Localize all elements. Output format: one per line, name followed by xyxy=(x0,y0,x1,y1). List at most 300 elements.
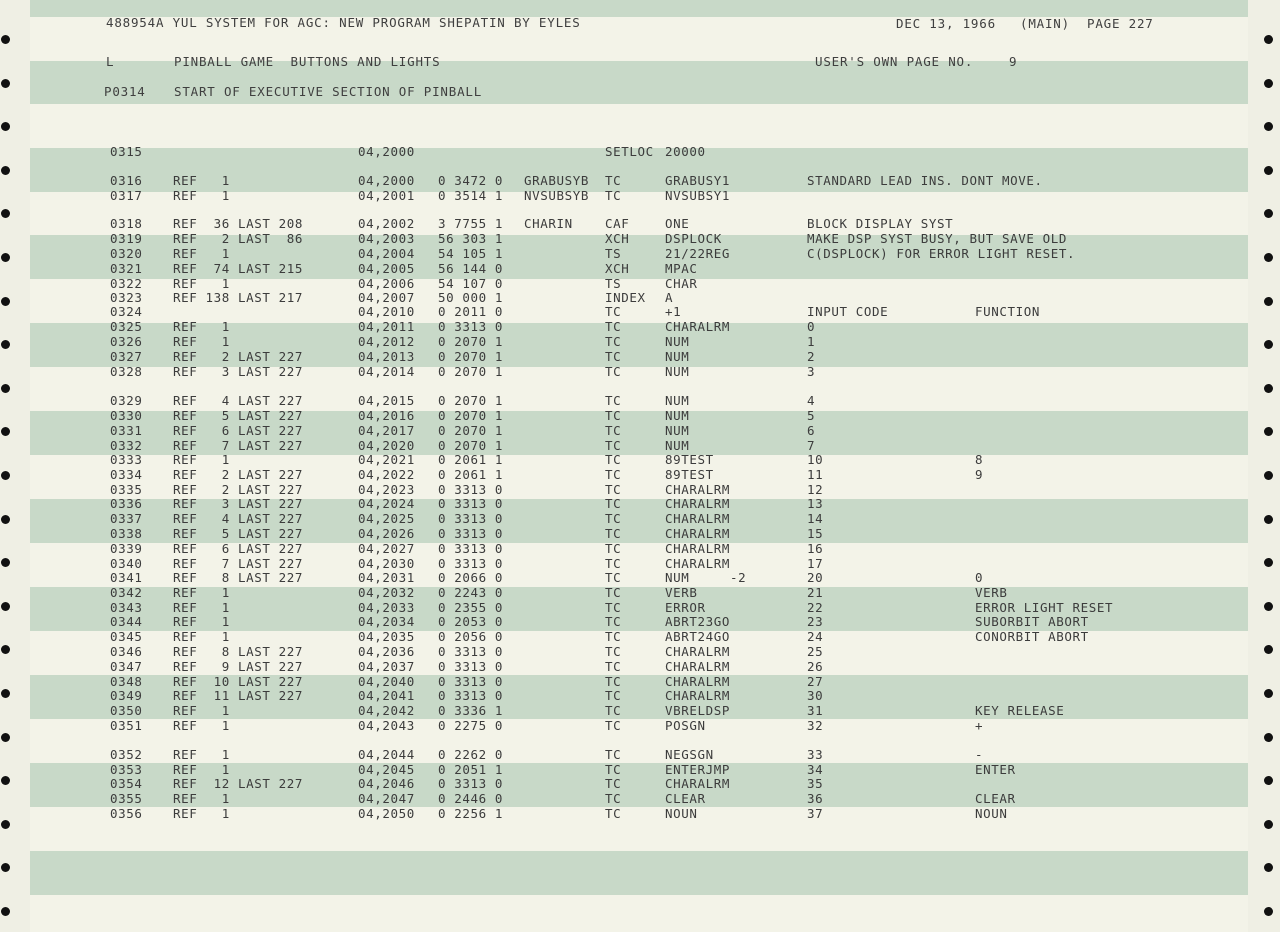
octal-code: 0 2070 1 xyxy=(438,349,504,364)
ref-field: REF 8 LAST 227 xyxy=(173,644,304,659)
address: 04,2004 xyxy=(358,246,415,261)
sprocket-hole xyxy=(1,907,10,916)
comment: 13 xyxy=(807,496,824,511)
ref-field: REF 1 xyxy=(173,614,230,629)
listing-line xyxy=(0,496,1280,511)
address: 04,2000 xyxy=(358,173,415,188)
users-page-label: USER'S OWN PAGE NO. xyxy=(815,54,974,69)
comment: 35 xyxy=(807,776,824,791)
octal-code: 0 3336 1 xyxy=(438,703,504,718)
octal-code: 0 2061 1 xyxy=(438,467,504,482)
comment: 0 xyxy=(807,319,816,334)
operand: CHARALRM xyxy=(665,319,731,334)
address: 04,2012 xyxy=(358,334,415,349)
comment: 24 xyxy=(807,629,824,644)
listing-line xyxy=(0,276,1280,291)
sprocket-hole xyxy=(1,820,10,829)
octal-code: 56 303 1 xyxy=(438,231,504,246)
line-number: 0318 xyxy=(110,216,143,231)
sprocket-hole xyxy=(1264,733,1273,742)
listing-line xyxy=(0,600,1280,615)
ref-field: REF 2 LAST 227 xyxy=(173,349,304,364)
operand: +1 xyxy=(665,304,682,319)
operand: MPAC xyxy=(665,261,698,276)
sprocket-hole xyxy=(1,122,10,131)
octal-code: 0 3313 0 xyxy=(438,659,504,674)
line-number: 0331 xyxy=(110,423,143,438)
line-number: 0340 xyxy=(110,556,143,571)
listing-line xyxy=(0,806,1280,821)
ref-field: REF 74 LAST 215 xyxy=(173,261,304,276)
address: 04,2033 xyxy=(358,600,415,615)
listing-line xyxy=(0,364,1280,379)
section-letter: L xyxy=(106,54,115,69)
ref-field: REF 1 xyxy=(173,173,230,188)
address: 04,2025 xyxy=(358,511,415,526)
octal-code: 0 3313 0 xyxy=(438,511,504,526)
address: 04,2001 xyxy=(358,188,415,203)
comment: 3 xyxy=(807,364,816,379)
opcode: TC xyxy=(605,393,622,408)
ref-field: REF 1 xyxy=(173,762,230,777)
operand: NUM xyxy=(665,334,690,349)
listing-line xyxy=(0,408,1280,423)
label-field: NVSUBSYB xyxy=(524,188,590,203)
address: 04,2006 xyxy=(358,276,415,291)
comment: 5 xyxy=(807,408,816,423)
function-field: CONORBIT ABORT xyxy=(975,629,1089,644)
line-number: 0322 xyxy=(110,276,143,291)
listing-line xyxy=(0,570,1280,585)
function-field: 0 xyxy=(975,570,984,585)
operand: VERB xyxy=(665,585,698,600)
listing-line xyxy=(0,688,1280,703)
octal-code: 0 3313 0 xyxy=(438,674,504,689)
address: 04,2013 xyxy=(358,349,415,364)
ref-field: REF 1 xyxy=(173,600,230,615)
opcode: TC xyxy=(605,334,622,349)
sprocket-hole xyxy=(1,35,10,44)
octal-code: 0 3313 0 xyxy=(438,496,504,511)
comment: STANDARD LEAD INS. DONT MOVE. xyxy=(807,173,1043,188)
octal-code: 0 3514 1 xyxy=(438,188,504,203)
sprocket-hole xyxy=(1264,384,1273,393)
address: 04,2045 xyxy=(358,762,415,777)
ref-field: REF 1 xyxy=(173,718,230,733)
green-bar xyxy=(30,851,1248,895)
operand: NUM xyxy=(665,438,690,453)
function-field: SUBORBIT ABORT xyxy=(975,614,1089,629)
ref-field: REF 1 xyxy=(173,452,230,467)
opcode: TC xyxy=(605,496,622,511)
opcode: TC xyxy=(605,556,622,571)
address: 04,2010 xyxy=(358,304,415,319)
function-field: ERROR LIGHT RESET xyxy=(975,600,1114,615)
opcode: TC xyxy=(605,511,622,526)
listing-line xyxy=(0,467,1280,482)
octal-code: 0 2262 0 xyxy=(438,747,504,762)
listing-line xyxy=(0,614,1280,629)
line-number: 0323 xyxy=(110,290,143,305)
opcode: TS xyxy=(605,276,622,291)
address: 04,2003 xyxy=(358,231,415,246)
operand: NOUN xyxy=(665,806,698,821)
listing-line xyxy=(0,423,1280,438)
operand: 21/22REG xyxy=(665,246,731,261)
ref-field: REF 1 xyxy=(173,703,230,718)
comment: 22 xyxy=(807,600,824,615)
listing-line xyxy=(0,526,1280,541)
comment: 27 xyxy=(807,674,824,689)
line-number: 0328 xyxy=(110,364,143,379)
function-field: NOUN xyxy=(975,806,1008,821)
opcode: TC xyxy=(605,467,622,482)
operand: NVSUBSY1 xyxy=(665,188,731,203)
opcode: TC xyxy=(605,482,622,497)
sprocket-hole xyxy=(1264,79,1273,88)
comment: 31 xyxy=(807,703,824,718)
comment: 37 xyxy=(807,806,824,821)
opcode: TC xyxy=(605,364,622,379)
ref-field: REF 1 xyxy=(173,246,230,261)
octal-code: 0 3313 0 xyxy=(438,526,504,541)
sprocket-hole xyxy=(1,733,10,742)
line-number: 0335 xyxy=(110,482,143,497)
comment: 11 xyxy=(807,467,824,482)
header-date: DEC 13, 1966 xyxy=(896,16,996,31)
header-program-title: 488954A YUL SYSTEM FOR AGC: NEW PROGRAM SHEPATIN BY EYLES xyxy=(106,15,581,30)
label-field: GRABUSYB xyxy=(524,173,590,188)
operand: CHARALRM xyxy=(665,659,731,674)
comment: 34 xyxy=(807,762,824,777)
function-field: + xyxy=(975,718,984,733)
address: 04,2014 xyxy=(358,364,415,379)
operand: CHARALRM xyxy=(665,482,731,497)
opcode: TC xyxy=(605,423,622,438)
sprocket-hole xyxy=(1264,863,1273,872)
ref-field: REF 1 xyxy=(173,188,230,203)
octal-code: 0 2051 1 xyxy=(438,762,504,777)
listing-line xyxy=(0,541,1280,556)
octal-code: 0 3313 0 xyxy=(438,644,504,659)
listing-line xyxy=(0,246,1280,261)
comment: 17 xyxy=(807,556,824,571)
address: 04,2036 xyxy=(358,644,415,659)
ref-field: REF 4 LAST 227 xyxy=(173,511,304,526)
listing-line xyxy=(0,393,1280,408)
address: 04,2024 xyxy=(358,496,415,511)
octal-code: 0 2056 0 xyxy=(438,629,504,644)
operand: 20000 xyxy=(665,144,706,159)
octal-code: 0 3313 0 xyxy=(438,319,504,334)
opcode: TC xyxy=(605,188,622,203)
octal-code: 0 2446 0 xyxy=(438,791,504,806)
ref-field: REF 2 LAST 86 xyxy=(173,231,304,246)
function-field: 8 xyxy=(975,452,984,467)
listing-line xyxy=(0,304,1280,319)
comment: 2 xyxy=(807,349,816,364)
ref-field: REF 1 xyxy=(173,806,230,821)
line-number: 0330 xyxy=(110,408,143,423)
opcode: TC xyxy=(605,349,622,364)
line-number: 0342 xyxy=(110,585,143,600)
octal-code: 0 2355 0 xyxy=(438,600,504,615)
address: 04,2032 xyxy=(358,585,415,600)
ref-field: REF 1 xyxy=(173,319,230,334)
sprocket-hole xyxy=(1,384,10,393)
listing-line xyxy=(0,556,1280,571)
opcode: TC xyxy=(605,438,622,453)
operand: NUM xyxy=(665,408,690,423)
address: 04,2005 xyxy=(358,261,415,276)
ref-field: REF 138 LAST 217 xyxy=(173,290,304,305)
line-number: 0350 xyxy=(110,703,143,718)
octal-code: 54 107 0 xyxy=(438,276,504,291)
opcode: TC xyxy=(605,629,622,644)
octal-code: 3 7755 1 xyxy=(438,216,504,231)
label-field: CHARIN xyxy=(524,216,573,231)
octal-code: 0 2070 1 xyxy=(438,334,504,349)
function-field: - xyxy=(975,747,984,762)
line-number: 0354 xyxy=(110,776,143,791)
octal-code: 54 105 1 xyxy=(438,246,504,261)
section-title: PINBALL GAME BUTTONS AND LIGHTS xyxy=(174,54,441,69)
operand: NUM xyxy=(665,423,690,438)
operand: CHARALRM xyxy=(665,556,731,571)
line-number: 0324 xyxy=(110,304,143,319)
ref-field: REF 1 xyxy=(173,747,230,762)
operand: ABRT24GO xyxy=(665,629,731,644)
operand: NEGSGN xyxy=(665,747,714,762)
octal-code: 0 2070 1 xyxy=(438,393,504,408)
ref-field: REF 6 LAST 227 xyxy=(173,423,304,438)
comment: 1 xyxy=(807,334,816,349)
address: 04,2022 xyxy=(358,467,415,482)
operand: ENTERJMP xyxy=(665,762,731,777)
opcode: TC xyxy=(605,718,622,733)
line-number: 0326 xyxy=(110,334,143,349)
opcode: TC xyxy=(605,791,622,806)
operand: CHARALRM xyxy=(665,511,731,526)
opcode: TC xyxy=(605,173,622,188)
function-field: FUNCTION xyxy=(975,304,1041,319)
operand: ONE xyxy=(665,216,690,231)
ref-field: REF 5 LAST 227 xyxy=(173,526,304,541)
function-field: KEY RELEASE xyxy=(975,703,1065,718)
line-number: 0352 xyxy=(110,747,143,762)
line-number: 0317 xyxy=(110,188,143,203)
address: 04,2034 xyxy=(358,614,415,629)
octal-code: 0 2070 1 xyxy=(438,438,504,453)
line-number: 0327 xyxy=(110,349,143,364)
line-number: 0356 xyxy=(110,806,143,821)
listing-line xyxy=(0,144,1280,159)
listing-line xyxy=(0,334,1280,349)
address: 04,2041 xyxy=(358,688,415,703)
address: 04,2047 xyxy=(358,791,415,806)
opcode: TC xyxy=(605,600,622,615)
address: 04,2046 xyxy=(358,776,415,791)
address: 04,2043 xyxy=(358,718,415,733)
ref-field: REF 7 LAST 227 xyxy=(173,556,304,571)
listing-line xyxy=(0,438,1280,453)
comment: 15 xyxy=(807,526,824,541)
opcode: CAF xyxy=(605,216,630,231)
listing-line xyxy=(0,585,1280,600)
opcode: TS xyxy=(605,246,622,261)
line-number: 0315 xyxy=(110,144,143,159)
ref-field: REF 12 LAST 227 xyxy=(173,776,304,791)
opcode: TC xyxy=(605,703,622,718)
ref-field: REF 36 LAST 208 xyxy=(173,216,304,231)
comment: 36 xyxy=(807,791,824,806)
opcode: TC xyxy=(605,776,622,791)
listing-line xyxy=(0,629,1280,644)
ref-field: REF 10 LAST 227 xyxy=(173,674,304,689)
octal-code: 0 2011 0 xyxy=(438,304,504,319)
operand: NUM -2 xyxy=(665,570,747,585)
octal-code: 0 3313 0 xyxy=(438,541,504,556)
operand: ERROR xyxy=(665,600,706,615)
operand: DSPLOCK xyxy=(665,231,722,246)
opcode: TC xyxy=(605,570,622,585)
listing-line xyxy=(0,349,1280,364)
octal-code: 0 2070 1 xyxy=(438,408,504,423)
operand: POSGN xyxy=(665,718,706,733)
address: 04,2015 xyxy=(358,393,415,408)
listing-line xyxy=(0,261,1280,276)
address: 04,2050 xyxy=(358,806,415,821)
opcode: TC xyxy=(605,526,622,541)
sprocket-hole xyxy=(1,863,10,872)
address: 04,2021 xyxy=(358,452,415,467)
opcode: SETLOC xyxy=(605,144,654,159)
comment: 21 xyxy=(807,585,824,600)
operand: A xyxy=(665,290,674,305)
ref-field: REF 7 LAST 227 xyxy=(173,438,304,453)
line-number: 0332 xyxy=(110,438,143,453)
line-number: 0316 xyxy=(110,173,143,188)
opcode: TC xyxy=(605,319,622,334)
comment: 25 xyxy=(807,644,824,659)
line-number: 0345 xyxy=(110,629,143,644)
line-number: 0321 xyxy=(110,261,143,276)
opcode: TC xyxy=(605,644,622,659)
line-number: 0320 xyxy=(110,246,143,261)
opcode: TC xyxy=(605,659,622,674)
line-number: 0349 xyxy=(110,688,143,703)
listing-line xyxy=(0,644,1280,659)
address: 04,2035 xyxy=(358,629,415,644)
line-number: 0334 xyxy=(110,467,143,482)
octal-code: 0 3313 0 xyxy=(438,776,504,791)
ref-field: REF 4 LAST 227 xyxy=(173,393,304,408)
address: 04,2023 xyxy=(358,482,415,497)
opcode: TC xyxy=(605,688,622,703)
sprocket-hole xyxy=(1264,35,1273,44)
line-number: 0341 xyxy=(110,570,143,585)
sprocket-hole xyxy=(1264,820,1273,829)
opcode: TC xyxy=(605,585,622,600)
octal-code: 0 3313 0 xyxy=(438,688,504,703)
operand: NUM xyxy=(665,364,690,379)
address: 04,2037 xyxy=(358,659,415,674)
comment: MAKE DSP SYST BUSY, BUT SAVE OLD xyxy=(807,231,1068,246)
line-number: 0353 xyxy=(110,762,143,777)
opcode: XCH xyxy=(605,261,630,276)
ref-field: REF 3 LAST 227 xyxy=(173,364,304,379)
function-field: CLEAR xyxy=(975,791,1016,806)
address: 04,2017 xyxy=(358,423,415,438)
opcode: TC xyxy=(605,541,622,556)
comment: 7 xyxy=(807,438,816,453)
opcode: TC xyxy=(605,614,622,629)
sprocket-hole xyxy=(1264,907,1273,916)
line-number: 0339 xyxy=(110,541,143,556)
listing-line xyxy=(0,231,1280,246)
function-field: ENTER xyxy=(975,762,1016,777)
listing-line xyxy=(0,791,1280,806)
opcode: TC xyxy=(605,304,622,319)
octal-code: 0 2275 0 xyxy=(438,718,504,733)
opcode: TC xyxy=(605,674,622,689)
octal-code: 0 3313 0 xyxy=(438,482,504,497)
ref-field: REF 6 LAST 227 xyxy=(173,541,304,556)
octal-code: 0 2243 0 xyxy=(438,585,504,600)
address: 04,2000 xyxy=(358,144,415,159)
opcode: XCH xyxy=(605,231,630,246)
listing-line xyxy=(0,319,1280,334)
listing-line xyxy=(0,188,1280,203)
ref-field: REF 11 LAST 227 xyxy=(173,688,304,703)
line-number: 0325 xyxy=(110,319,143,334)
subsection-title: START OF EXECUTIVE SECTION OF PINBALL xyxy=(174,84,483,99)
operand: 89TEST xyxy=(665,467,714,482)
operand: ABRT23GO xyxy=(665,614,731,629)
octal-code: 0 2053 0 xyxy=(438,614,504,629)
operand: VBRELDSP xyxy=(665,703,731,718)
address: 04,2016 xyxy=(358,408,415,423)
opcode: TC xyxy=(605,408,622,423)
octal-code: 0 2061 1 xyxy=(438,452,504,467)
comment: 23 xyxy=(807,614,824,629)
line-number: 0329 xyxy=(110,393,143,408)
comment: 20 xyxy=(807,570,824,585)
header-main: (MAIN) xyxy=(1020,16,1070,31)
line-number: 0337 xyxy=(110,511,143,526)
ref-field: REF 3 LAST 227 xyxy=(173,496,304,511)
comment: 26 xyxy=(807,659,824,674)
opcode: INDEX xyxy=(605,290,646,305)
octal-code: 56 144 0 xyxy=(438,261,504,276)
operand: CHARALRM xyxy=(665,541,731,556)
octal-code: 0 3313 0 xyxy=(438,556,504,571)
sprocket-hole xyxy=(1264,122,1273,131)
octal-code: 0 2256 1 xyxy=(438,806,504,821)
line-number: 0346 xyxy=(110,644,143,659)
comment: 14 xyxy=(807,511,824,526)
octal-code: 50 000 1 xyxy=(438,290,504,305)
comment: 30 xyxy=(807,688,824,703)
header-page-number: PAGE 227 xyxy=(1087,16,1154,31)
operand: CHARALRM xyxy=(665,688,731,703)
line-number: 0336 xyxy=(110,496,143,511)
operand: 89TEST xyxy=(665,452,714,467)
comment: 33 xyxy=(807,747,824,762)
address: 04,2027 xyxy=(358,541,415,556)
operand: CHARALRM xyxy=(665,526,731,541)
address: 04,2044 xyxy=(358,747,415,762)
